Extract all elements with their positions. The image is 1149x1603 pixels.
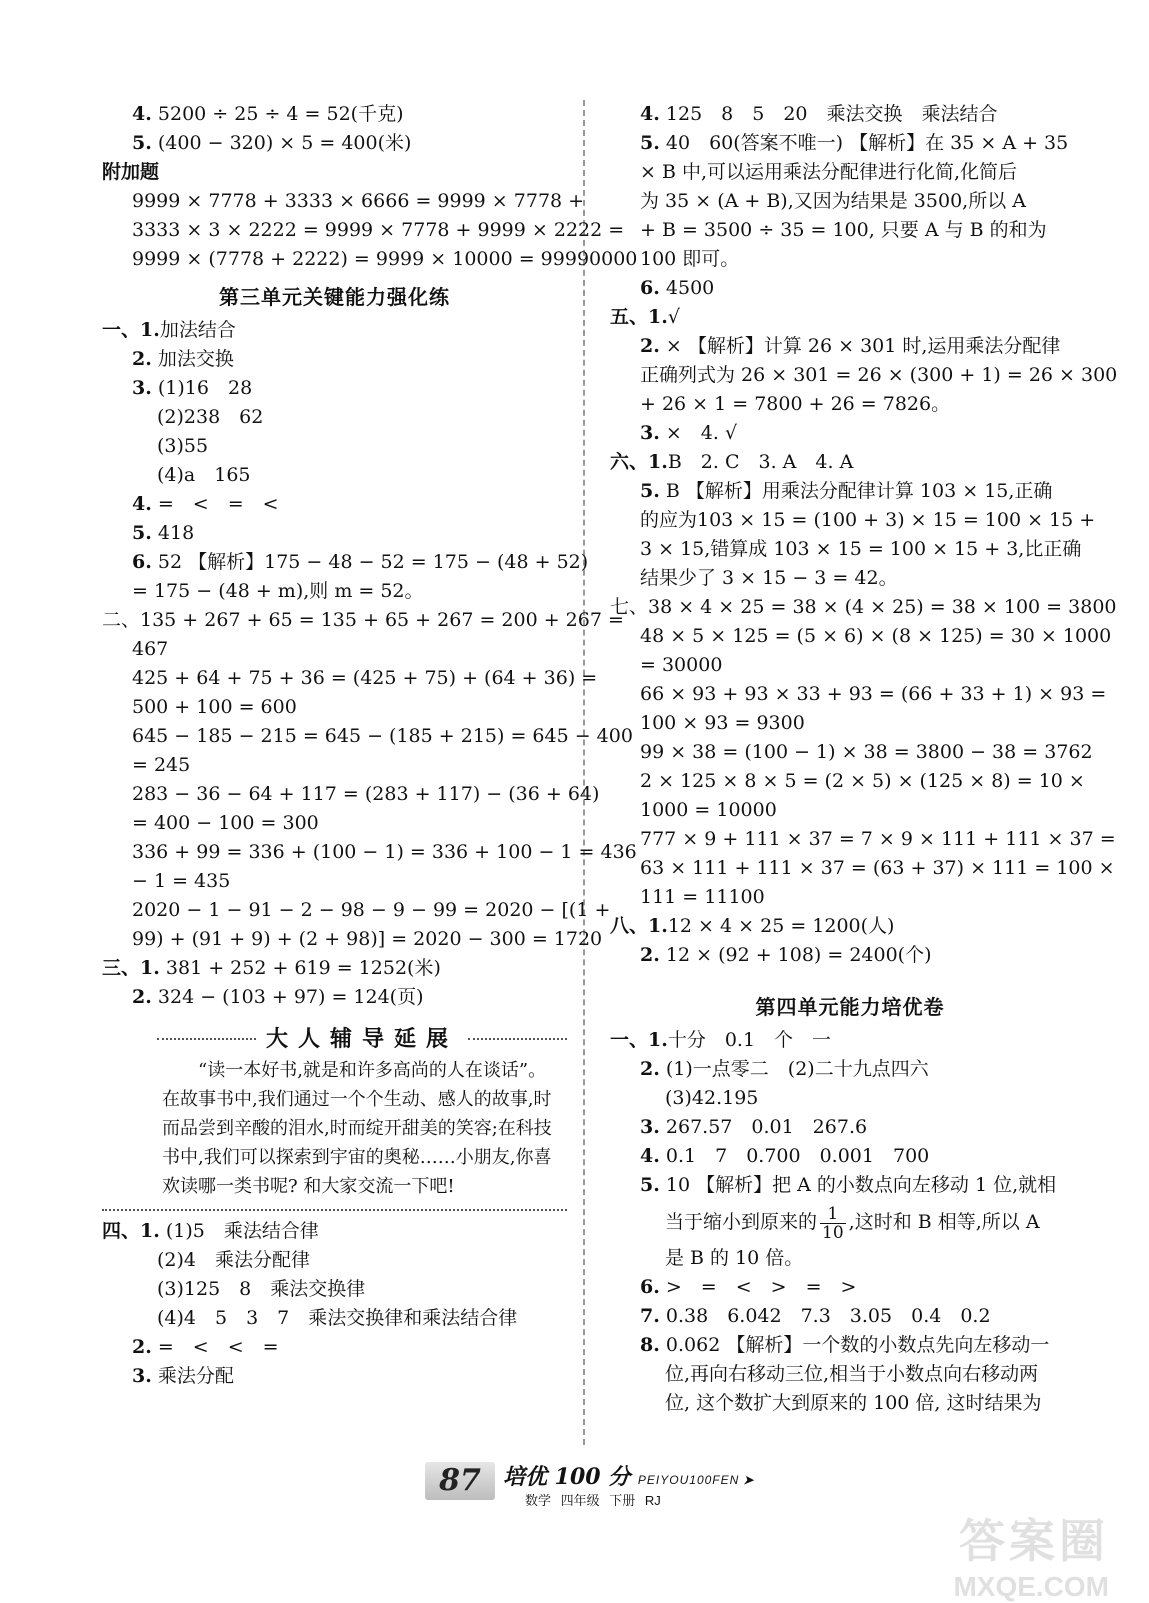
answer-line: 111 = 11100 bbox=[640, 886, 765, 908]
extension-title-text: 大人辅导延展 bbox=[266, 1026, 459, 1052]
dotted-rule bbox=[157, 1038, 256, 1040]
answer-line: = 30000 bbox=[640, 654, 723, 676]
answer-line: 3. 乘法分配 bbox=[132, 1365, 234, 1387]
answer-line: 为 35 × (A + B),又因为结果是 3500,所以 A bbox=[640, 190, 1026, 212]
answer-line: 645 − 185 − 215 = 645 − (185 + 215) = 645 − 400 bbox=[132, 725, 633, 747]
extension-text bbox=[102, 1054, 567, 1211]
dotted-rule bbox=[468, 1038, 567, 1040]
answer-line: 三、1. 381 + 252 + 619 = 1252(米) bbox=[102, 957, 441, 979]
watermark-logo: 答案圈 bbox=[959, 1514, 1109, 1568]
answer-line: + 26 × 1 = 7800 + 26 = 7826。 bbox=[640, 393, 951, 415]
answer-line: = 400 − 100 = 300 bbox=[132, 812, 319, 834]
chevron-right-icon: ➤ bbox=[743, 1473, 754, 1487]
watermark-url: MXQE.COM bbox=[953, 1571, 1109, 1602]
answer-line: 4. 0.1 7 0.700 0.001 700 bbox=[640, 1145, 930, 1167]
answer-line: 2. = < < = bbox=[132, 1336, 279, 1358]
answer-line: 99) + (91 + 9) + (2 + 98)] = 2020 − 300 = 1720 bbox=[132, 928, 603, 950]
brand-title bbox=[503, 1460, 753, 1491]
answer-line: 五、1.√ bbox=[610, 306, 680, 328]
answer-line: 1000 = 10000 bbox=[640, 799, 777, 821]
answer-line: 4. 5200 ÷ 25 ÷ 4 = 52(千克) bbox=[132, 103, 404, 125]
answer-line: 3. × 4. √ bbox=[640, 422, 738, 444]
answer-line: (4)a 165 bbox=[157, 464, 251, 486]
unit4-heading: 第四单元能力培优卷 bbox=[755, 995, 945, 1019]
answer-line: 6. 52 【解析】175 − 48 − 52 = 175 − (48 + 52) bbox=[132, 551, 589, 573]
answer-line: 是 B 的 10 倍。 bbox=[665, 1247, 804, 1269]
brand-en-text: PEIYOU100FEN bbox=[637, 1473, 740, 1487]
answer-line: × B 中,可以运用乘法分配律进行化简,化简后 bbox=[640, 161, 1018, 183]
unit3-heading: 第三单元关键能力强化练 bbox=[219, 285, 450, 309]
answer-line: 5. (400 − 320) × 5 = 400(米) bbox=[132, 132, 412, 154]
answer-line: 六、1.B 2. C 3. A 4. A bbox=[610, 451, 854, 473]
answer-line: 的应为103 × 15 = (100 + 3) × 15 = 100 × 15 + bbox=[640, 509, 1096, 531]
answer-line: 3333 × 3 × 2222 = 9999 × 7778 + 9999 × 2222 = bbox=[132, 219, 625, 241]
answer-line: 63 × 111 + 111 × 37 = (63 + 37) × 111 = 100 × bbox=[640, 857, 1115, 879]
answer-line: 位, 这个数扩大到原来的 100 倍, 这时结果为 bbox=[665, 1392, 1042, 1414]
answer-line: 5. 40 60(答案不唯一) 【解析】在 35 × A + 35 bbox=[640, 132, 1069, 154]
brand-text: 培优 100 分 bbox=[503, 1464, 631, 1490]
left-column bbox=[102, 100, 638, 1391]
book-subtitle: 数学 四年级 下册 RJ bbox=[525, 1493, 661, 1508]
answer-line: 2. 12 × (92 + 108) = 2400(个) bbox=[640, 944, 932, 966]
answer-line: 7. 0.38 6.042 7.3 3.05 0.4 0.2 bbox=[640, 1305, 991, 1327]
answer-line: 2. 324 − (103 + 97) = 124(页) bbox=[132, 986, 424, 1008]
right-column bbox=[610, 100, 1118, 1418]
answer-line: (3)42.195 bbox=[665, 1087, 759, 1109]
answer-line: 48 × 5 × 125 = (5 × 6) × (8 × 125) = 30 × 1000 bbox=[640, 625, 1112, 647]
answer-line: 467 bbox=[132, 638, 169, 660]
answer-line: 2. 加法交换 bbox=[132, 348, 234, 370]
answer-line: 6. > = < > = > bbox=[640, 1276, 857, 1298]
answer-line: 425 + 64 + 75 + 36 = (425 + 75) + (64 + 36) = bbox=[132, 667, 598, 689]
answer-line: (3)55 bbox=[157, 435, 209, 457]
fraction: $\frac{1}{10}$ bbox=[822, 1203, 844, 1243]
answer-line: 777 × 9 + 111 × 37 = 7 × 9 × 111 + 111 × 37 = bbox=[640, 828, 1116, 850]
answer-line: 2 × 125 × 8 × 5 = (2 × 5) × (125 × 8) = 10 × bbox=[640, 770, 1085, 792]
answer-line: 336 + 99 = 336 + (100 − 1) = 336 + 100 − 1 = 436 bbox=[132, 841, 637, 863]
answer-line: 3 × 15,错算成 103 × 15 = 100 × 15 + 3,比正确 bbox=[640, 538, 1082, 560]
answer-line: 6. 4500 bbox=[640, 277, 715, 299]
answer-line: − 1 = 435 bbox=[132, 870, 231, 892]
answer-line: 正确列式为 26 × 301 = 26 × (300 + 1) = 26 × 300 bbox=[640, 364, 1118, 386]
answer-line: 3. (1)16 28 bbox=[132, 377, 253, 399]
answer-line: 4. 125 8 5 20 乘法交换 乘法结合 bbox=[640, 103, 998, 125]
answer-line: 8. 0.062 【解析】一个数的小数点先向左移动一 bbox=[640, 1334, 1050, 1356]
answer-line: 八、1.12 × 4 × 25 = 1200(人) bbox=[610, 915, 895, 937]
answer-line: 100 即可。 bbox=[640, 248, 740, 270]
answer-line: = 245 bbox=[132, 754, 191, 776]
answer-line: 9999 × 7778 + 3333 × 6666 = 9999 × 7778 + bbox=[132, 190, 585, 212]
answer-line: 一、1.加法结合 bbox=[102, 319, 236, 341]
answer-line: 四、1. (1)5 乘法结合律 bbox=[102, 1220, 319, 1242]
answer-line: 5. 418 bbox=[132, 522, 195, 544]
page-footer bbox=[425, 1460, 754, 1520]
answer-line: 2. (1)一点零二 (2)二十九点四六 bbox=[640, 1058, 929, 1080]
answer-line: 七、38 × 4 × 25 = 38 × (4 × 25) = 38 × 100 = 3800 bbox=[610, 596, 1117, 618]
answer-line: 2. × 【解析】计算 26 × 301 时,运用乘法分配律 bbox=[640, 335, 1061, 357]
page-number: 87 bbox=[425, 1462, 495, 1500]
answer-line: 500 + 100 = 600 bbox=[132, 696, 297, 718]
answer-line: + B = 3500 ÷ 35 = 100, 只要 A 与 B 的和为 bbox=[640, 219, 1047, 241]
answer-line: 99 × 38 = (100 − 1) × 38 = 3800 − 38 = 3762 bbox=[640, 741, 1093, 763]
answer-line: 一、1.十分 0.1 个 一 bbox=[610, 1029, 832, 1051]
answer-line: (2)238 62 bbox=[157, 406, 264, 428]
answer-line: (2)4 乘法分配律 bbox=[157, 1249, 311, 1271]
answer-line: 二、135 + 267 + 65 = 135 + 65 + 267 = 200 + 267 = bbox=[102, 609, 624, 631]
answer-line: 5. 10 【解析】把 A 的小数点向左移动 1 位,就相 bbox=[640, 1174, 1057, 1196]
answer-line: 9999 × (7778 + 2222) = 9999 × 10000 = 99990000 bbox=[132, 248, 638, 270]
answer-line: 4. = < = < bbox=[132, 493, 279, 515]
answer-line: 3. 267.57 0.01 267.6 bbox=[640, 1116, 868, 1138]
column-divider bbox=[583, 100, 585, 1445]
answer-line: = 175 − (48 + m),则 m = 52。 bbox=[132, 580, 424, 602]
extension-box-title bbox=[102, 1024, 567, 1054]
watermark bbox=[899, 1505, 1109, 1602]
extra-question-title: 附加题 bbox=[102, 161, 160, 183]
answer-line: 100 × 93 = 9300 bbox=[640, 712, 805, 734]
answer-line: 5. B 【解析】用乘法分配律计算 103 × 15,正确 bbox=[640, 480, 1053, 502]
answer-line: (4)4 5 3 7 乘法交换律和乘法结合律 bbox=[157, 1307, 518, 1329]
answer-line-fraction: 当于缩小到原来的 $\frac{1}{10}$ ,这时和 B 相等,所以 A bbox=[665, 1203, 1040, 1243]
answer-line: (3)125 8 乘法交换律 bbox=[157, 1278, 366, 1300]
answer-line: 结果少了 3 × 15 − 3 = 42。 bbox=[640, 567, 898, 589]
answer-line: 283 − 36 − 64 + 117 = (283 + 117) − (36 + 64) bbox=[132, 783, 600, 805]
answer-line: 66 × 93 + 93 × 33 + 93 = (66 + 33 + 1) × 93 = bbox=[640, 683, 1107, 705]
answer-line: 2020 − 1 − 91 − 2 − 98 − 9 − 99 = 2020 − [(1 + bbox=[132, 899, 611, 921]
extension-paragraph: “读一本好书,就是和许多高尚的人在谈话”。在故事书中,我们通过一个个生动、感人的故事,时而品尝到辛酸的泪水,时而绽开甜美的笑容;在科技书中,我们可以探索到宇宙的奥秘……小朋友,你喜欢读哪一类书呢? 和大家交流一下吧! bbox=[162, 1060, 552, 1197]
answer-line: 位,再向右移动三位,相当于小数点向右移动两 bbox=[665, 1363, 1039, 1385]
